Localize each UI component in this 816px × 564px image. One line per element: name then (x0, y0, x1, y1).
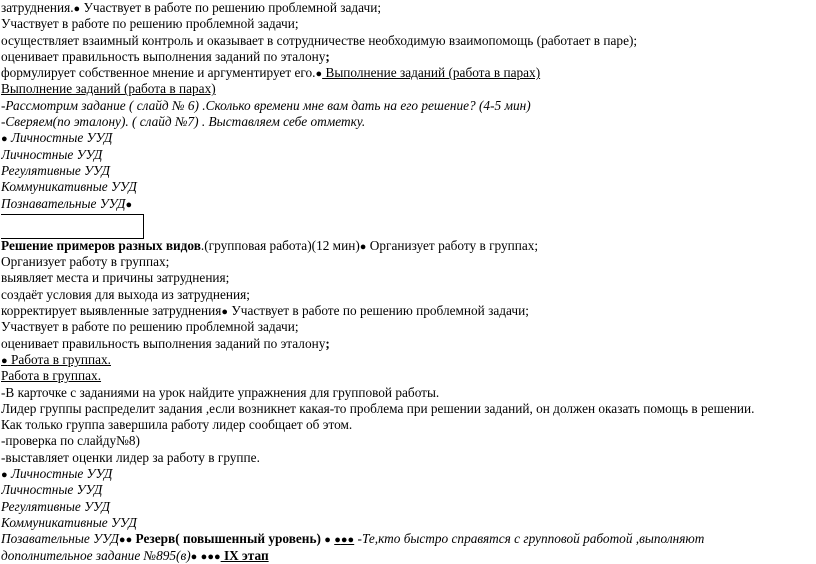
uud-line: Регулятивные УУД (1, 162, 110, 178)
bullet-icon: ● (315, 68, 323, 81)
section-title: Решение примеров разных видов (1, 237, 201, 253)
bullet-icon: ● (1, 469, 8, 482)
text-line: -В карточке с заданиями на урок найдите упражнения для групповой работы. (1, 384, 440, 400)
bullet-icon: ● (125, 198, 133, 211)
bullet-icon: ● (213, 550, 221, 563)
text-line: затруднения.● Участвует в работе по решению проблемной задачи; (1, 0, 382, 15)
uud-line: ● Личностные УУД (1, 130, 113, 146)
bullet-icon: ● (347, 534, 355, 547)
bullet-icon: ● (125, 534, 133, 547)
reserve-heading: Резерв( повышенный уровень) (132, 531, 325, 547)
text-line: Решение примеров разных видов.(групповая работа)(12 мин)● Организует работу в группах; (1, 237, 539, 253)
bullet-icon: ● (359, 240, 367, 253)
uud-line: Познавательные УУД● (1, 195, 133, 211)
empty-box (1, 212, 813, 238)
bullet-icon: ● (221, 306, 229, 319)
uud-line: Коммуникативные УУД (1, 179, 137, 195)
text-line: дополнительное задание №895(в)● ●●● IX этап (1, 547, 269, 563)
text-line: -проверка по слайду№8) (1, 433, 140, 449)
bullet-icon: ● (340, 534, 348, 547)
uud-line: Регулятивные УУД (1, 498, 110, 514)
text-line: создаёт условия для выхода из затруднения; (1, 286, 250, 302)
section-heading: Выполнение заданий (работа в парах) (1, 81, 216, 97)
uud-line: Личностные УУД (1, 146, 103, 162)
section-heading: ● Работа в группах. (1, 351, 111, 367)
text-line: Как только группа завершила работу лидер сообщает об этом. (1, 417, 353, 433)
section-heading: Работа в группах. (1, 368, 102, 384)
bullet-icon: ● (1, 354, 8, 367)
stage-heading: IX этап (220, 547, 269, 563)
bullet-icon: ● (118, 534, 126, 547)
text-line: оценивает правильность выполнения заданий по эталону; (1, 48, 330, 64)
text-line: выявляет места и причины затруднения; (1, 270, 230, 286)
section-heading-link: Выполнение заданий (работа в парах) (322, 65, 541, 81)
bullet-icon: ● (334, 534, 341, 547)
uud-line: Коммуникативные УУД (1, 514, 137, 530)
text-line: формулирует собственное мнение и аргументирует его.● Выполнение заданий (работа в парах) (1, 65, 541, 81)
document-body (1, 0, 813, 564)
text-line: -Рассмотрим задание ( слайд № 6) .Сколько времени мне вам дать на его решение? (4-5 мин) (1, 97, 531, 113)
uud-line: ● Личностные УУД (1, 466, 113, 482)
bullet-icon: ● (324, 534, 331, 547)
text-line: Организует работу в группах; (1, 254, 170, 270)
text-line: -выставляет оценки лидер за работу в группе. (1, 449, 260, 465)
bullet-icon: ● (207, 550, 214, 563)
bullet-icon: ● (190, 550, 198, 563)
text-line: -Сверяем(по эталону). ( слайд №7) . Выставляем себе отметку. (1, 114, 366, 130)
text-line: осуществляет взаимный контроль и оказывает в сотрудничестве необходимую взаимопомощь (работает в паре); (1, 32, 638, 48)
text-line: Участвует в работе по решению проблемной задачи; (1, 16, 299, 32)
bullet-icon: ● (1, 133, 8, 146)
text-line: Участвует в работе по решению проблемной задачи; (1, 319, 299, 335)
bullet-icon: ● (73, 3, 81, 15)
uud-line: Личностные УУД (1, 482, 103, 498)
box-frame (1, 214, 144, 239)
text-line: Позавательные УУД●● Резерв( повышенный уровень) ● ●●● -Те,кто быстро справятся с групповой работой ,выполняют (1, 531, 705, 547)
text-line: корректирует выявленные затруднения● Участвует в работе по решению проблемной задачи; (1, 303, 529, 319)
bullet-icon: ● (200, 550, 208, 563)
text-line: оценивает правильность выполнения заданий по эталону; (1, 335, 330, 351)
text-line: Лидер группы распределит задания ,если возникнет какая-то проблема при решении заданий, он должен оказать помощь в решении. (1, 400, 755, 416)
